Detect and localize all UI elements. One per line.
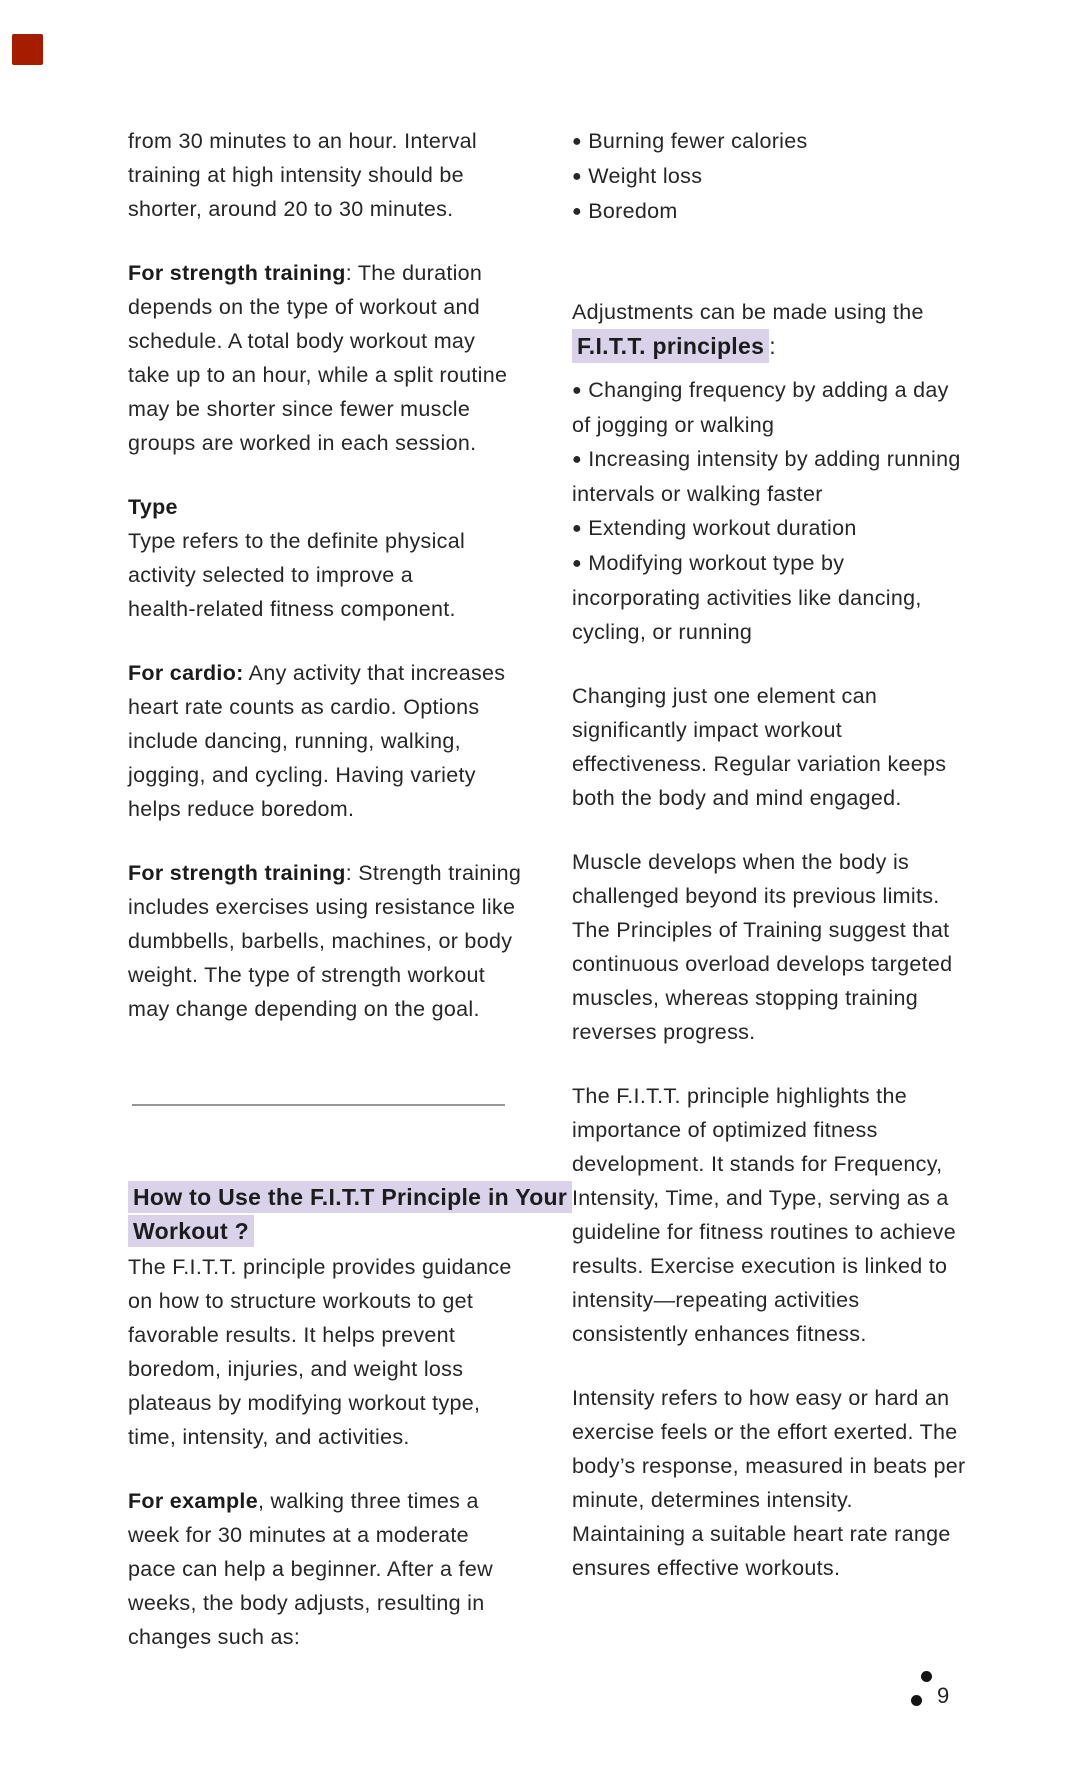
text-line: muscles, whereas stopping training xyxy=(572,986,919,1010)
text-line: ● Burning fewer calories xyxy=(572,129,808,153)
text-line: incorporating activities like dancing, xyxy=(572,586,922,610)
text-line: ● Weight loss xyxy=(572,164,703,188)
text-line: shorter, around 20 to 30 minutes. xyxy=(128,197,454,221)
text-line: How to Use the F.I.T.T Principle in Your xyxy=(128,1180,528,1214)
text-line: weight. The type of strength workout xyxy=(128,963,485,987)
text-line: boredom, injuries, and weight loss xyxy=(128,1357,464,1381)
paragraph-cardio xyxy=(128,656,528,826)
paragraph-fitt-intro xyxy=(128,1250,528,1454)
text-line: of jogging or walking xyxy=(572,413,775,437)
text-line: on how to structure workouts to get xyxy=(128,1289,474,1313)
text-line: heart rate counts as cardio. Options xyxy=(128,695,480,719)
text-line: Type refers to the definite physical xyxy=(128,529,466,553)
text-line: continuous overload develops targeted xyxy=(572,952,953,976)
text-line: Type xyxy=(128,495,178,519)
text-line: Intensity refers to how easy or hard an xyxy=(572,1386,950,1410)
text-line: results. Exercise execution is linked to xyxy=(572,1254,948,1278)
paragraph-fitt-importance xyxy=(572,1079,1012,1351)
text-line: jogging, and cycling. Having variety xyxy=(128,763,476,787)
text-line: from 30 minutes to an hour. Interval xyxy=(128,129,478,153)
text-line: week for 30 minutes at a moderate xyxy=(128,1523,469,1547)
text-line: weeks, the body adjusts, resulting in xyxy=(128,1591,485,1615)
text-line: plateaus by modifying workout type, xyxy=(128,1391,481,1415)
heading-fitt-usage xyxy=(128,1180,568,1248)
text-line: ● Extending workout duration xyxy=(572,516,857,540)
text-line: F.I.T.T. principles : xyxy=(572,329,1012,363)
text-line: take up to an hour, while a split routine xyxy=(128,363,508,387)
text-line: ● Modifying workout type by xyxy=(572,551,845,575)
text-line: activity selected to improve a xyxy=(128,563,414,587)
footer-dot xyxy=(921,1671,932,1682)
text-line: exercise feels or the effort exerted. The xyxy=(572,1420,958,1444)
section-divider xyxy=(132,1104,505,1106)
text-line: The F.I.T.T. principle provides guidance xyxy=(128,1255,512,1279)
text-line: For example, walking three times a xyxy=(128,1489,479,1513)
right-column xyxy=(572,124,1012,1615)
text-line: training at high intensity should be xyxy=(128,163,464,187)
text-line: reverses progress. xyxy=(572,1020,756,1044)
text-line: minute, determines intensity. xyxy=(572,1488,853,1512)
text-line: Muscle develops when the body is xyxy=(572,850,910,874)
text-line: groups are worked in each session. xyxy=(128,431,477,455)
text-line: time, intensity, and activities. xyxy=(128,1425,410,1449)
text-line: ● Changing frequency by adding a day xyxy=(572,378,949,402)
text-line: significantly impact workout xyxy=(572,718,843,742)
text-line: ● Boredom xyxy=(572,199,678,223)
paragraph-intensity xyxy=(572,1381,1012,1585)
section-type xyxy=(128,490,528,626)
text-line: cycling, or running xyxy=(572,620,753,644)
bullet-list-fitt-principles xyxy=(572,373,1012,649)
text-line: For cardio: Any activity that increases xyxy=(128,661,506,685)
text-line: challenged beyond its previous limits. xyxy=(572,884,940,908)
text-line: changes such as: xyxy=(128,1625,301,1649)
text-line: Workout ? xyxy=(128,1214,528,1248)
text-line: depends on the type of workout and xyxy=(128,295,481,319)
paragraph-adjustments xyxy=(572,295,1012,363)
footer-dot xyxy=(911,1695,922,1706)
left-column xyxy=(128,124,568,1684)
text-line: include dancing, running, walking, xyxy=(128,729,461,753)
text-line: For strength training: The duration xyxy=(128,261,483,285)
text-line: Adjustments can be made using the xyxy=(572,300,924,324)
text-line: ● Increasing intensity by adding running xyxy=(572,447,961,471)
bullet-list-results xyxy=(572,124,1012,229)
text-line: guideline for fitness routines to achieve xyxy=(572,1220,956,1244)
paragraph-interval-duration xyxy=(128,124,528,226)
paragraph-changing-element xyxy=(572,679,1012,815)
text-line: helps reduce boredom. xyxy=(128,797,355,821)
text-line: Maintaining a suitable heart rate range xyxy=(572,1522,951,1546)
text-line: favorable results. It helps prevent xyxy=(128,1323,456,1347)
text-line: importance of optimized fitness xyxy=(572,1118,878,1142)
paragraph-example xyxy=(128,1484,528,1654)
text-line: For strength training: Strength training xyxy=(128,861,522,885)
text-line: development. It stands for Frequency, xyxy=(572,1152,943,1176)
text-line: body’s response, measured in beats per xyxy=(572,1454,966,1478)
text-line: intensity—repeating activities xyxy=(572,1288,860,1312)
text-line: The F.I.T.T. principle highlights the xyxy=(572,1084,907,1108)
text-line: pace can help a beginner. After a few xyxy=(128,1557,493,1581)
corner-accent-square xyxy=(12,34,43,65)
text-line: schedule. A total body workout may xyxy=(128,329,476,353)
text-line: Intensity, Time, and Type, serving as a xyxy=(572,1186,949,1210)
text-line: ensures effective workouts. xyxy=(572,1556,841,1580)
text-line: includes exercises using resistance like xyxy=(128,895,516,919)
text-line: effectiveness. Regular variation keeps xyxy=(572,752,947,776)
paragraph-muscle-develops xyxy=(572,845,1012,1049)
paragraph-strength-duration xyxy=(128,256,528,460)
paragraph-strength-type xyxy=(128,856,528,1026)
text-line: Changing just one element can xyxy=(572,684,878,708)
text-line: may change depending on the goal. xyxy=(128,997,480,1021)
text-line: both the body and mind engaged. xyxy=(572,786,902,810)
text-line: dumbbells, barbells, machines, or body xyxy=(128,929,513,953)
text-line: intervals or walking faster xyxy=(572,482,823,506)
text-line: health-related fitness component. xyxy=(128,597,456,621)
text-line: The Principles of Training suggest that xyxy=(572,918,950,942)
text-line: may be shorter since fewer muscle xyxy=(128,397,471,421)
text-line: consistently enhances fitness. xyxy=(572,1322,867,1346)
page-number: 9 xyxy=(937,1683,950,1708)
